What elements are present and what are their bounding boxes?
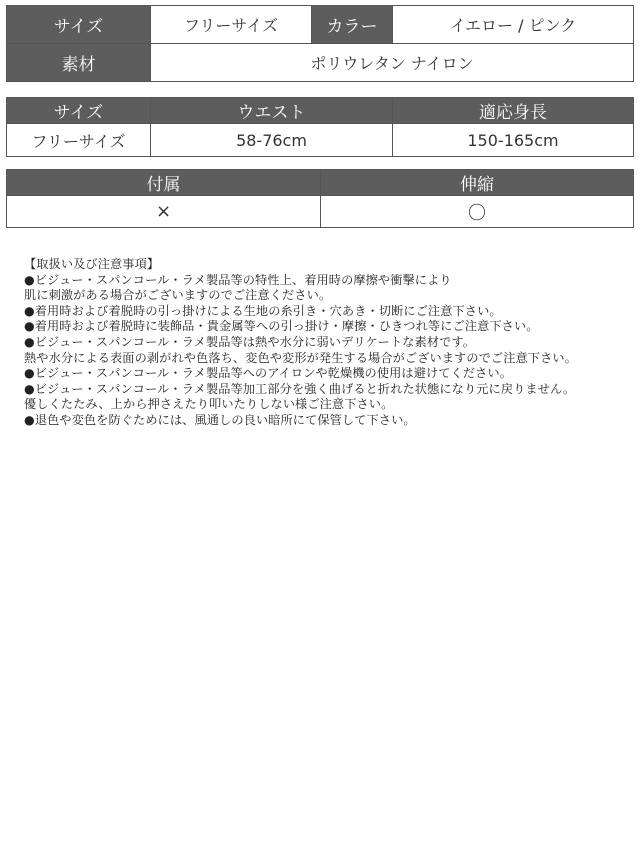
accessory-cell: × xyxy=(7,196,321,228)
table-header-row xyxy=(7,98,634,124)
care-notes-title: 【取扱い及び注意事項】 xyxy=(24,257,160,271)
care-notes xyxy=(24,257,634,429)
table-row xyxy=(7,124,634,157)
color-value: イエロー / ピンク xyxy=(393,6,634,44)
size-value: フリーサイズ xyxy=(151,6,312,44)
care-note-line: ●着用時および着脱時に装飾品・貴金属等への引っ掛け・摩擦・ひきつれ等にご注意下さい。 xyxy=(24,319,539,334)
height-cell: 150-165cm xyxy=(393,124,634,157)
care-note-line: 肌に刺激がある場合がございますのでご注意ください。 xyxy=(24,288,332,303)
waist-header: ウエスト xyxy=(151,98,393,124)
size-label: サイズ xyxy=(7,6,151,44)
table-row xyxy=(7,196,634,228)
size-header: サイズ xyxy=(7,98,151,124)
color-label: カラー xyxy=(312,6,393,44)
stretch-cell: 〇 xyxy=(321,196,634,228)
height-header: 適応身長 xyxy=(393,98,634,124)
care-note-line: ●ビジュー・スパンコール・ラメ製品等の特性上、着用時の摩擦や衝撃により xyxy=(24,272,452,287)
table-header-row xyxy=(7,170,634,196)
accessory-stretch-table xyxy=(6,169,634,228)
material-label: 素材 xyxy=(7,44,151,82)
care-note-line: 優しくたたみ、上から押さえたり叩いたりしない様ご注意下さい。 xyxy=(24,397,394,412)
size-cell: フリーサイズ xyxy=(7,124,151,157)
care-note-line: ●退色や変色を防ぐためには、風通しの良い暗所にて保管して下さい。 xyxy=(24,412,416,427)
waist-cell: 58-76cm xyxy=(151,124,393,157)
table-row xyxy=(7,6,634,44)
material-value: ポリウレタン ナイロン xyxy=(151,44,634,82)
size-table xyxy=(6,97,634,157)
care-note-line: 熱や水分による表面の剥がれや色落ち、変色や変形が発生する場合がございますのでご注意下さい。 xyxy=(24,350,577,365)
care-note-line: ●着用時および着脱時の引っ掛けによる生地の糸引き・穴あき・切断にご注意下さい。 xyxy=(24,303,502,318)
care-note-line: ●ビジュー・スパンコール・ラメ製品等へのアイロンや乾燥機の使用は避けてください。 xyxy=(24,366,512,381)
table-row xyxy=(7,44,634,82)
care-note-line: ●ビジュー・スパンコール・ラメ製品等加工部分を強く曲げると折れた状態になり元に戻りません。 xyxy=(24,381,576,396)
accessory-header: 付属 xyxy=(7,170,321,196)
care-note-line: ●ビジュー・スパンコール・ラメ製品等は熱や水分に弱いデリケートな素材です。 xyxy=(24,334,476,349)
product-spec-table xyxy=(6,5,634,82)
stretch-header: 伸縮 xyxy=(321,170,634,196)
